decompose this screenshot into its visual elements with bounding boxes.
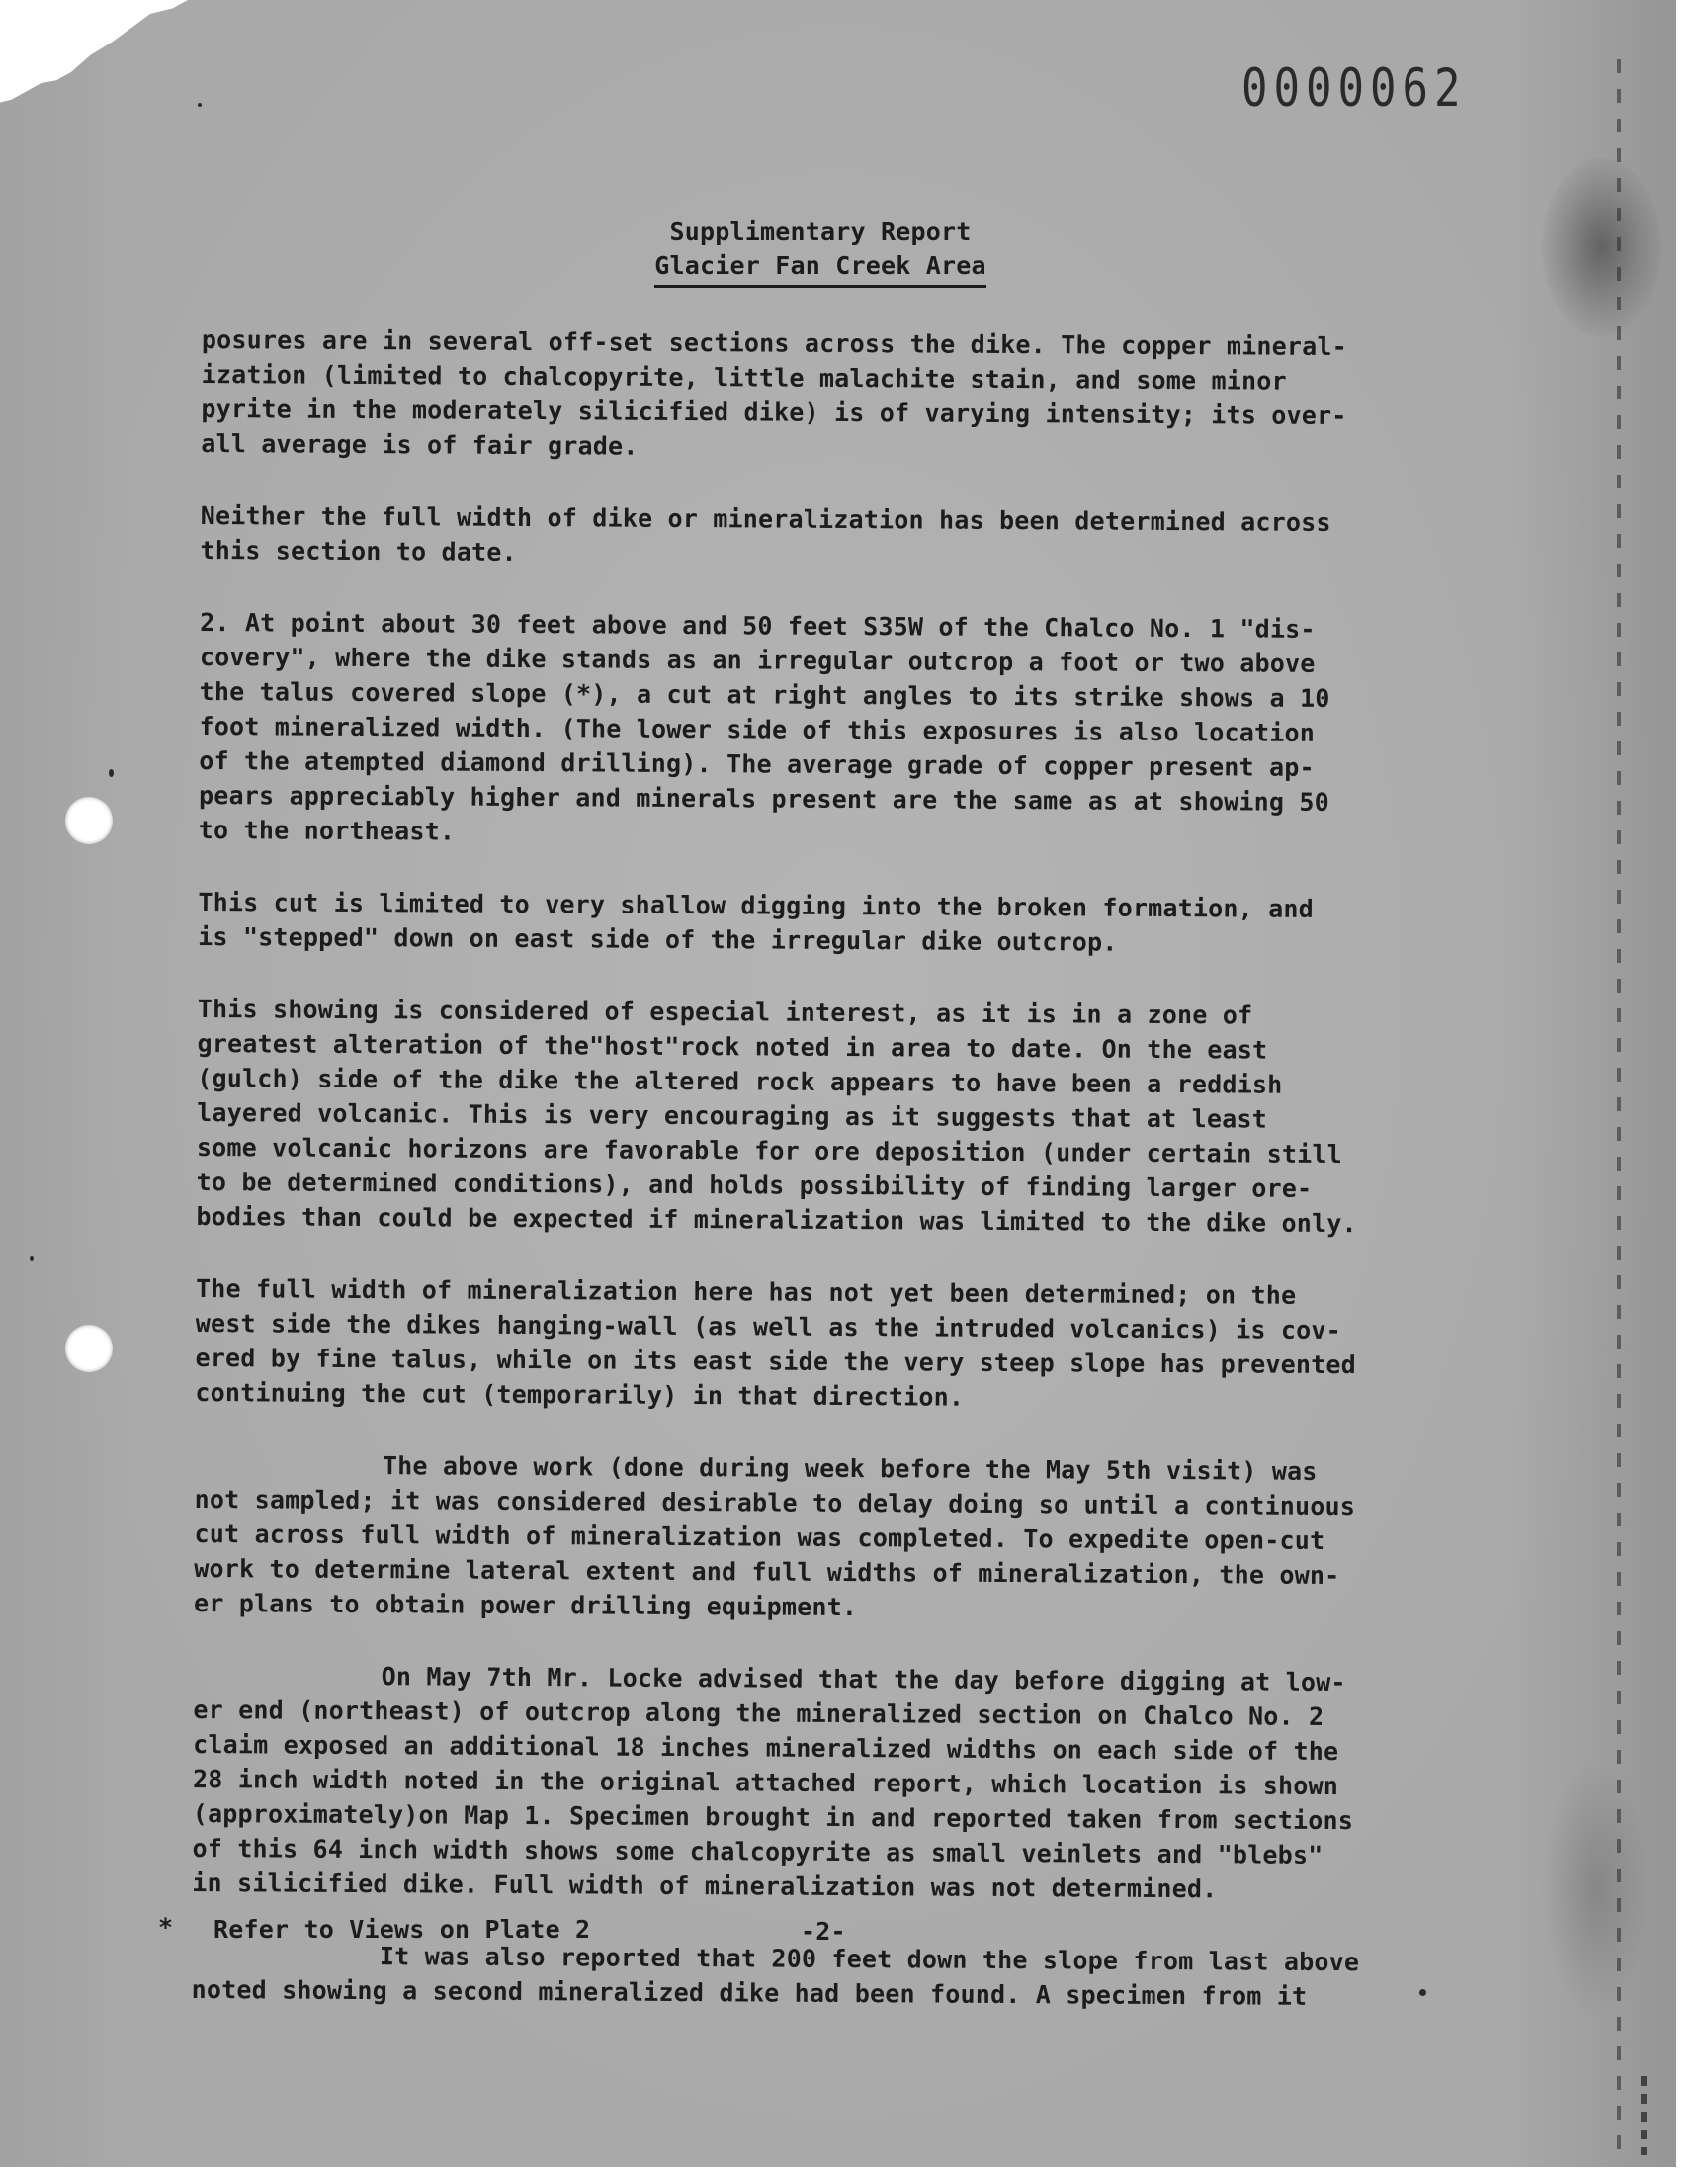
paragraph: 2. At point about 30 feet above and 50 feet S35W of the Chalco No. 1 "dis- covery", where the dike stands as an irregular outcrop a foot or two above the talus covered slope (*), a cut at right angles to its strike shows a 10 foot mineralized width. (The lower side of this exposures is also location of the atempted diamond drilling). The average grade of copper present ap- pears appreciably higher and minerals present are the same as at showing 50 to the northeast. [198, 607, 1330, 846]
scan-edge-streak [1617, 59, 1621, 2155]
scan-edge-streak [1641, 2076, 1647, 2155]
report-title: Supplimentary Report [669, 218, 972, 246]
ink-speck [30, 1256, 34, 1261]
footnote-marker: * [158, 1913, 174, 1942]
paragraph: posures are in several off-set sections across the dike. The copper mineral- ization (limited to chalcopyrite, little malachite stain, and some minor pyrite in the moderately silicified dike) is of varying intensity; its over- all average is of fair grade. [201, 324, 1348, 461]
ink-smudge [1542, 158, 1661, 336]
paragraph: The full width of mineralization here has not yet been determined; on the west side the dikes hanging-wall (as well as the intruded volcanics) is cov- ered by fine talus, while on its east side the very steep slope has prevented continuing the cut (temporarily) in that direction. [195, 1273, 1357, 1412]
paragraph: This showing is considered of especial interest, as it is in a zone of greatest alteration of the"host"rock noted in area to date. On the east (gulch) side of the dike the altered rock appears to have been a reddish layered volcanic. This is very encouraging as it suggests that at least some volcanic horizons are favorable for ore deposition (under certain still to be determined conditions), and holds possibility of finding larger ore- bodies than could be expected if mineralization was limited to the dike only. [196, 994, 1357, 1239]
punch-hole [65, 797, 113, 844]
document-number: 0000062 [1241, 57, 1467, 120]
report-subtitle: Glacier Fan Creek Area [654, 249, 986, 288]
paragraph: It was also reported that 200 feet down the slope from last above noted showing a second mineralized dike had been found. A specimen from it [191, 1942, 1360, 2011]
ink-speck [109, 769, 114, 777]
torn-corner [0, 0, 188, 138]
paragraph: Neither the full width of dike or mineralization has been determined across this section to date. [200, 500, 1331, 566]
paragraph: On May 7th Mr. Locke advised that the day before digging at low- er end (northeast) of outcrop along the mineralized section on Chalco No. 2 claim exposed an additional 18 inches mineralized widths on each side of the 28 inch width noted in the original attached report, which location is shown (approximately)on Map 1. Specimen brought in and reported taken from sections of this 64 inch width shows some chalcopyrite as small veinlets and "blebs" in silicified dike. Full width of mineralization was not determined. [192, 1662, 1354, 1904]
report-body [191, 322, 1477, 2052]
page-number: -2- [801, 1917, 846, 1946]
report-header [554, 216, 1087, 288]
footnote-text: Refer to Views on Plate 2 [214, 1915, 591, 1944]
paragraph: This cut is limited to very shallow digging into the broken formation, and is "stepped" down on east side of the irregular dike outcrop. [198, 887, 1315, 957]
ink-smudge [1542, 1760, 1651, 2017]
punch-hole [65, 1325, 113, 1372]
ink-speck [198, 103, 202, 107]
paragraph: The above work (done during week before the May 5th visit) was not sampled; it was considered desirable to delay doing so until a continuous cut across full width of mineralization was completed. To expedite open-cut work to determine lateral extent and full widths of mineralization, the own- er plans to obtain power drilling equipment. [193, 1451, 1356, 1622]
